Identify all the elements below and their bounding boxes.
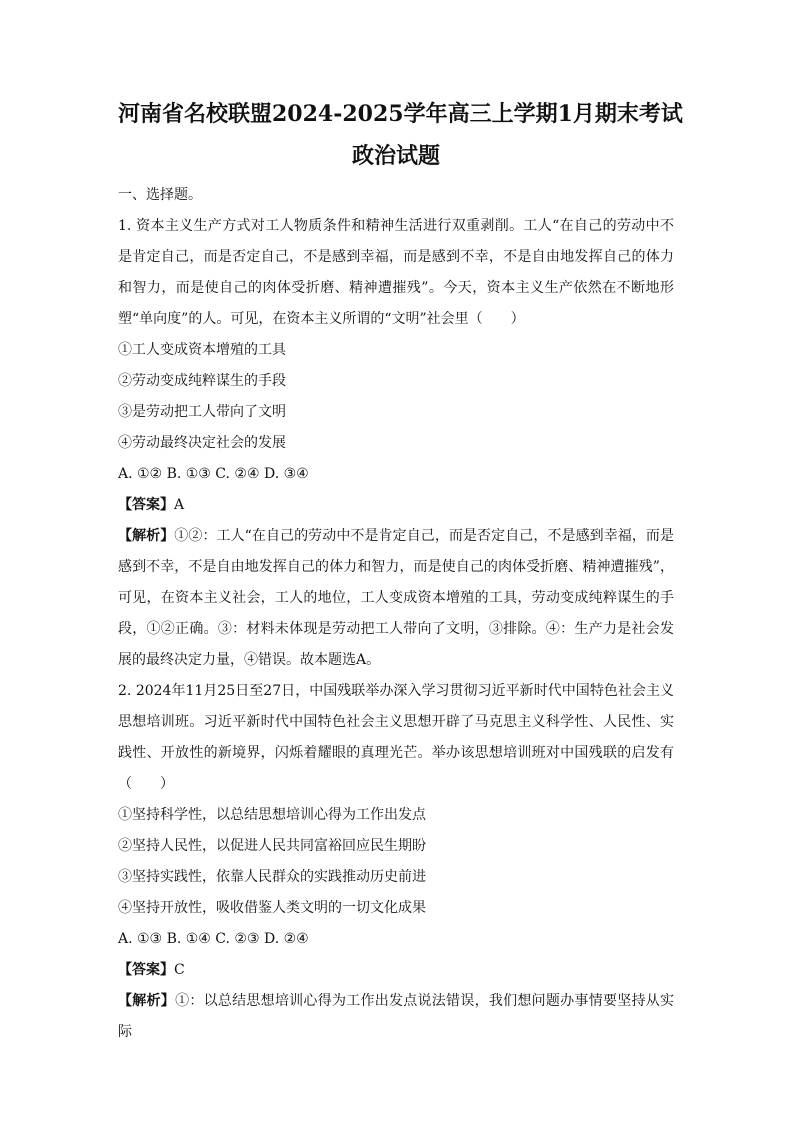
analysis-text: ①②：工人“在自己的劳动中不是肯定自己，而是否定自己，不是感到幸福，而是感到不幸，不是自由地发挥自己的体力和智力，而是使自己的肉体受折磨、精神遭摧残”，可见，在资本主义社会，工人的地位，工人变成资本增殖的工具，劳动变成纯粹谋生的手段，①②正确。③：材料未体现是劳动把工人带向了文明，③排除。④：生产力是社会发展的最终决定力量，④错误。故本题选A。 [118,528,675,668]
question-2-option-2: ②坚持人民性，以促进人民共同富裕回应民生期盼 [118,838,426,854]
question-1-option-4: ④劳动最终决定社会的发展 [118,435,286,451]
question-2-answer [118,955,674,986]
question-1-option-2: ②劳动变成纯粹谋生的手段 [118,373,286,389]
document-title: 河南省名校联盟2024-2025学年高三上学期1月期末考试 [118,101,683,127]
answer-tag: 【答案】 [118,497,174,513]
analysis-text: ①：以总结思想培训心得为工作出发点说法错误，我们想问题办事情要坚持从实际 [118,993,675,1040]
question-2-choices: A. ①③ B. ①④ C. ②③ D. ②④ [118,931,309,947]
question-1-choices: A. ①② B. ①③ C. ②④ D. ③④ [118,466,309,482]
analysis-tag: 【解析】 [118,528,175,544]
analysis-tag: 【解析】 [118,993,176,1009]
section-heading: 一、选择题。 [118,187,202,203]
answer-value: C [174,962,185,978]
question-2-analysis [118,986,674,1048]
answer-tag: 【答案】 [118,962,174,978]
question-2-stem: 2. 2024年11月25日至27日，中国残联举办深入学习贯彻习近平新时代中国特色社会主义思想培训班。习近平新时代中国特色社会主义思想开辟了马克思主义科学性、人民性、实践性、开放性的新境界，闪烁着耀眼的真理光芒。举办该思想培训班对中国残联的启发有（ ） [118,683,674,792]
question-1-analysis [118,521,674,676]
question-1-option-1: ①工人变成资本增殖的工具 [118,342,286,358]
document-subtitle: 政治试题 [351,143,440,169]
question-1-option-3: ③是劳动把工人带向了文明 [118,404,286,420]
question-2-option-3: ③坚持实践性，依靠人民群众的实践推动历史前进 [118,869,426,885]
question-2-option-4: ④坚持开放性，吸收借鉴人类文明的一切文化成果 [118,900,426,916]
document-page [118,100,683,1048]
answer-value: A [174,497,185,513]
question-1-stem: 1. 资本主义生产方式对工人物质条件和精神生活进行双重剥削。工人“在自己的劳动中不是肯定自己，而是否定自己，不是感到幸福，而是感到不幸，不是自由地发挥自己的体力和智力，而是使自己的肉体受折磨、精神遭摧残”。今天，资本主义生产依然在不断地形塑“单向度”的人。可见，在资本主义所谓的“文明”社会里（ ） [118,218,674,327]
question-1-answer [118,490,674,521]
question-2-option-1: ①坚持科学性，以总结思想培训心得为工作出发点 [118,807,426,823]
